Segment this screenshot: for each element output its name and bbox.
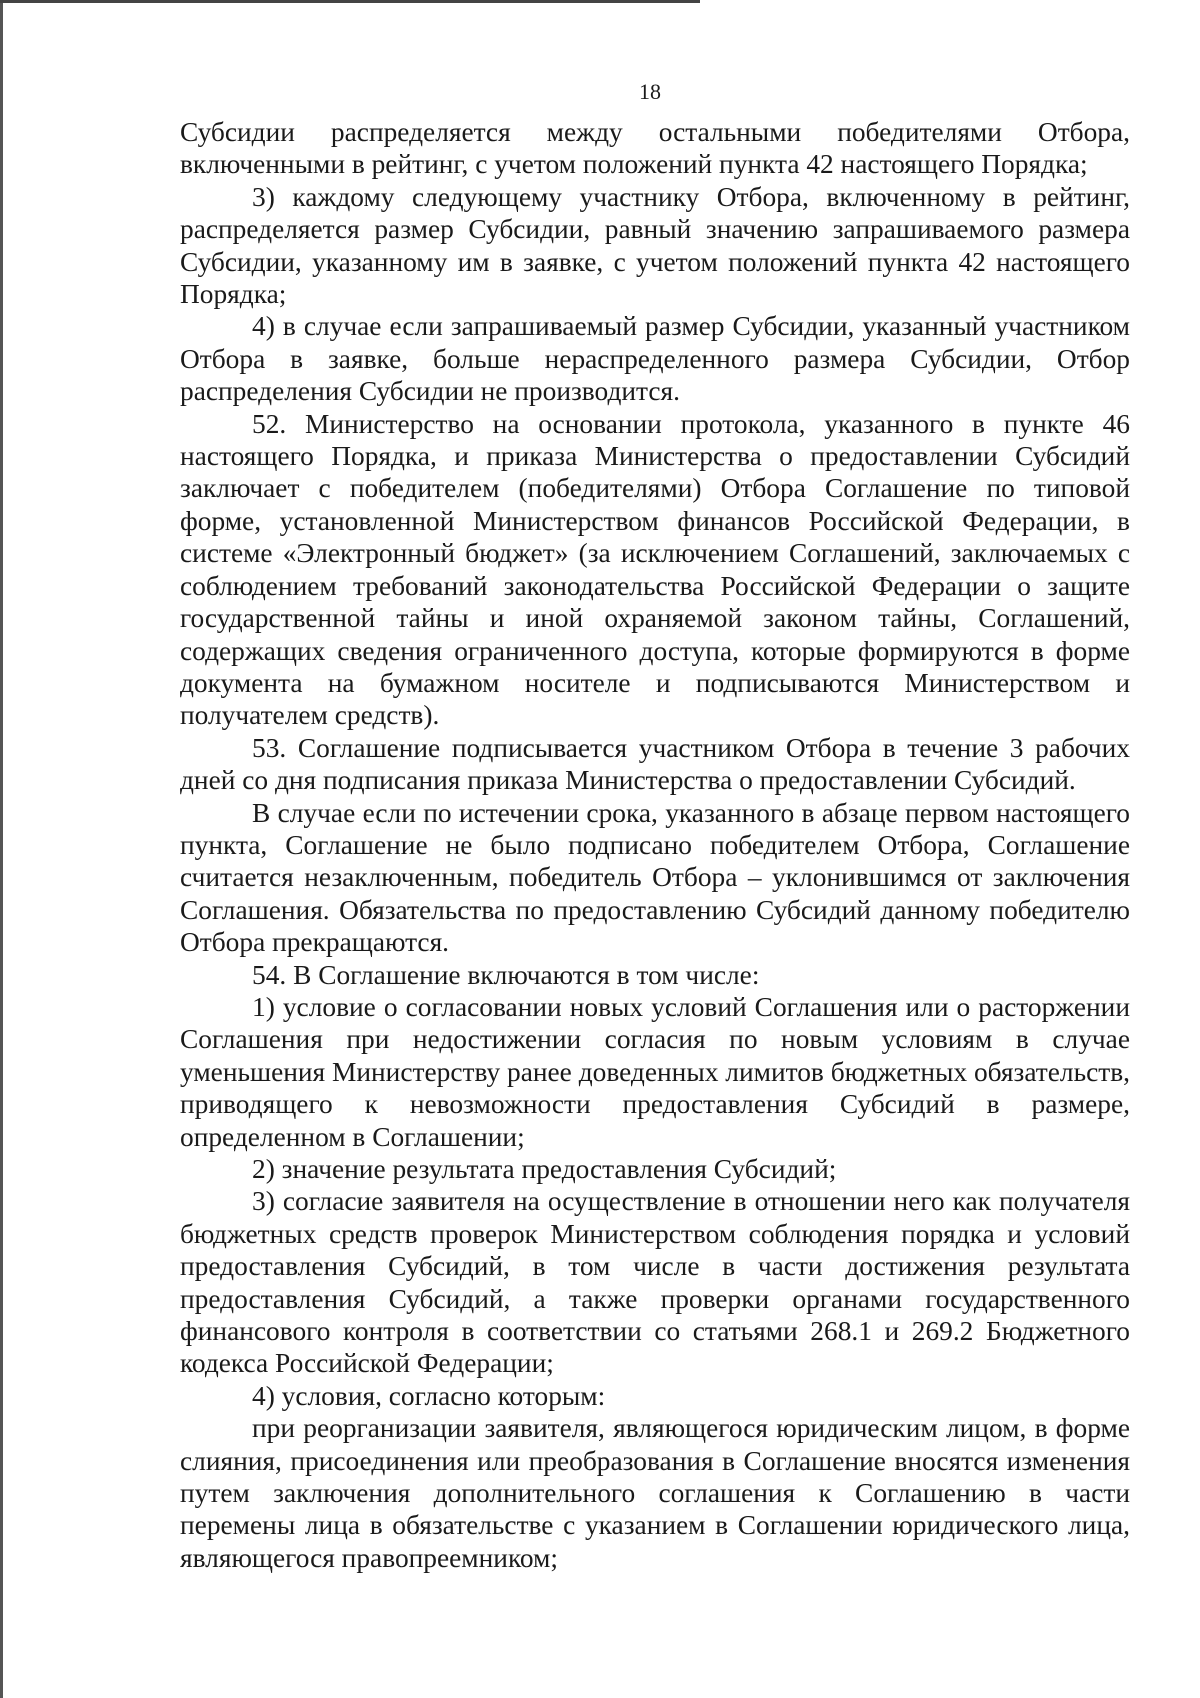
paragraph-54-item-2: 2) значение результата предоставления Субсидий; (252, 1154, 837, 1184)
paragraph-reorganization: при реорганизации заявителя, являющегося юридическим лицом, в форме слияния, присоединения или преобразования в Соглашение вносятся изменения путем заключения дополнительного соглашения к Соглашению в части перемены лица в обязательстве с указанием в Соглашении юридического лица, являющегося правопреемником; (180, 1413, 1130, 1573)
scan-edge-left (0, 0, 3, 1698)
page-number: 18 (639, 79, 661, 104)
paragraph-clause-52: 52. Министерство на основании протокола, указанного в пункте 46 настоящего Порядка, и приказа Министерства о предоставлении Субсидий заключает с победителем (победителями) Отбора Соглашение по типовой форме, установленной Министерством финансов Российской Федерации, в системе «Электронный бюджет» (за исключением Соглашений, заключаемых с соблюдением требований законодательства Российской Федерации о защите государственной тайны и иной охраняемой законом тайны, Соглашений, содержащих сведения ограниченного доступа, которые формируются в форме документа на бумажном носителе и подписываются Министерством и получателем средств). (180, 408, 1130, 731)
paragraph-54-item-4: 4) условия, согласно которым: (252, 1380, 606, 1411)
paragraph-continuation: Субсидии распределяется между остальными победителями Отбора, включенными в рейтинг, с учетом положений пункта 42 настоящего Порядка; (180, 117, 1130, 180)
scan-edge-top (0, 0, 700, 3)
paragraph-54-item-1: 1) условие о согласовании новых условий Соглашения или о расторжении Соглашения при недостижении согласия по новым условиям в случае уменьшения Министерству ранее доведенных лимитов бюджетных обязательств, приводящего к невозможности предоставления Субсидий в размере, определенном в Соглашении; (180, 991, 1130, 1152)
paragraph-54-item-3: 3) согласие заявителя на осуществление в отношении него как получателя бюджетных средств проверок Министерством соблюдения порядка и условий предоставления Субсидий, в том числе в части достижения результата предоставления Субсидий, а также проверки органами государственного финансового контроля в соответствии со статьями 268.1 и 269.2 Бюджетного кодекса Российской Федерации; (180, 1186, 1130, 1379)
paragraph-clause-54: 54. В Соглашение включаются в том числе: (252, 959, 760, 990)
paragraph-clause-53-second: В случае если по истечении срока, указанного в абзаце первом настоящего пункта, Соглашение не было подписано победителем Отбора, Соглашение считается незаключенным, победитель Отбора – уклонившимся от заключения Соглашения. Обязательства по предоставлению Субсидий данному победителю Отбора прекращаются. (180, 797, 1130, 958)
paragraph-clause-53: 53. Соглашение подписывается участником Отбора в течение 3 рабочих дней со дня подписания приказа Министерства о предоставлении Субсидий. (180, 732, 1130, 796)
paragraph-item-3: 3) каждому следующему участнику Отбора, включенному в рейтинг, распределяется размер Субсидии, равный значению запрашиваемого размера Субсидии, указанному им в заявке, с учетом положений пункта 42 настоящего Порядка; (180, 181, 1130, 310)
paragraph-item-4: 4) в случае если запрашиваемый размер Субсидии, указанный участником Отбора в заявке, больше нераспределенного размера Субсидии, Отбор распределения Субсидии не производится. (180, 311, 1130, 407)
document-body (180, 116, 1130, 1574)
